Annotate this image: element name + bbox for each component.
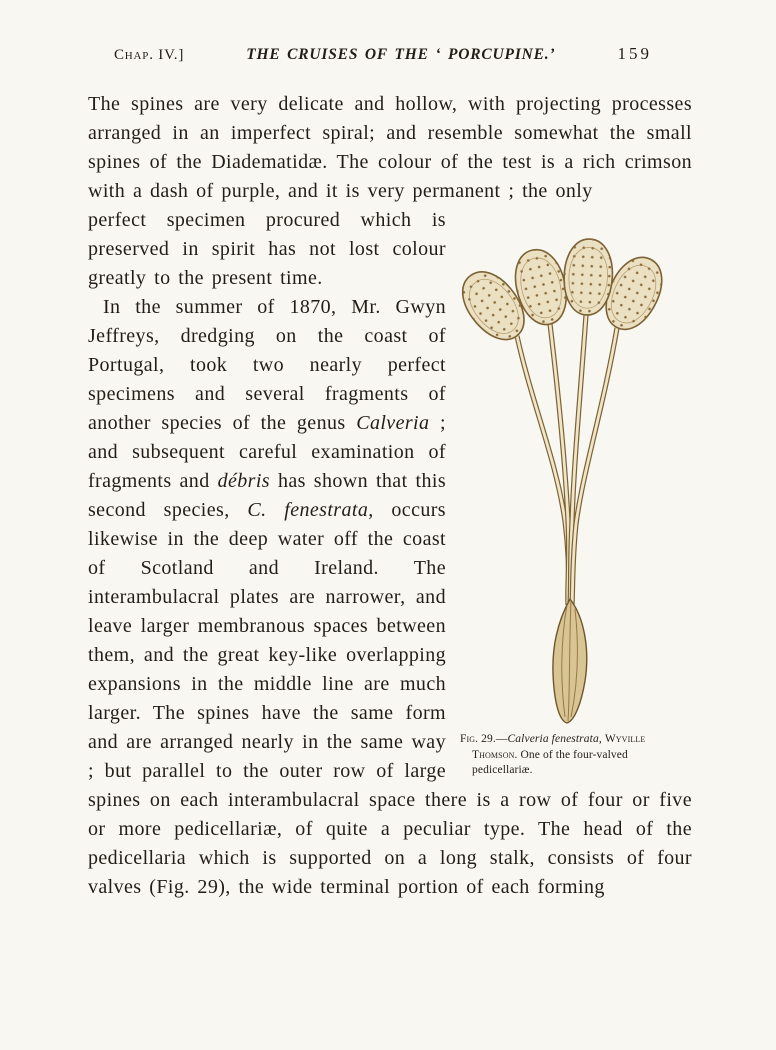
chapter-label: Chap. IV.] <box>114 47 185 63</box>
page-header <box>88 44 692 64</box>
running-title: THE CRUISES OF THE ‘ PORCUPINE.’ <box>246 46 556 63</box>
page-number: 159 <box>617 44 652 63</box>
figure-29 <box>460 209 692 779</box>
stalks <box>517 315 617 605</box>
paragraph-1: The spines are very delicate and hollow, with projecting processes arranged in an imperfect spiral; and resemble somewhat the small spines of the Diadematidæ. The colour of the test is a rich crimson with a dash of purple, and it is very permanent ; the only <box>88 93 692 202</box>
page-body <box>88 90 692 902</box>
pedicellariae-illustration <box>460 209 692 729</box>
paragraph-2: In the summer of 1870, Mr. Gwyn Jeffreys, dredging on the coast of Portugal, took two nearly perfect specimens and several fragments of another species of the genus Calveria ; and subsequent careful examination of fragments and débris has shown that this second species, C. fenestrata, occurs likewise in the deep water off the coast of Scotland and Ireland. The interambulacral plates are narrower, and leave larger membranous spaces between them, and the great key-like overlapping expansions in the middle line are much larger. The spines have the same form and are arranged nearly in the same way ; but parallel to the outer row of large spines on each interambulacral space there is a row of four or five or more pedicellariæ, of quite a peculiar type. The head of the pedicellaria which is supported on a long stalk, consists of four valves (Fig. 29), the wide terminal portion of each forming <box>88 296 692 898</box>
stalk-base-blade <box>553 599 587 723</box>
figure-caption: Fig. 29.—Calveria fenestrata, Wyville Thomson. One of the four-valved pedicellariæ. <box>460 733 646 777</box>
paragraph-1-continued: perfect specimen procured which is preserved in spirit has not lost colour greatly to the present time. <box>88 209 446 289</box>
